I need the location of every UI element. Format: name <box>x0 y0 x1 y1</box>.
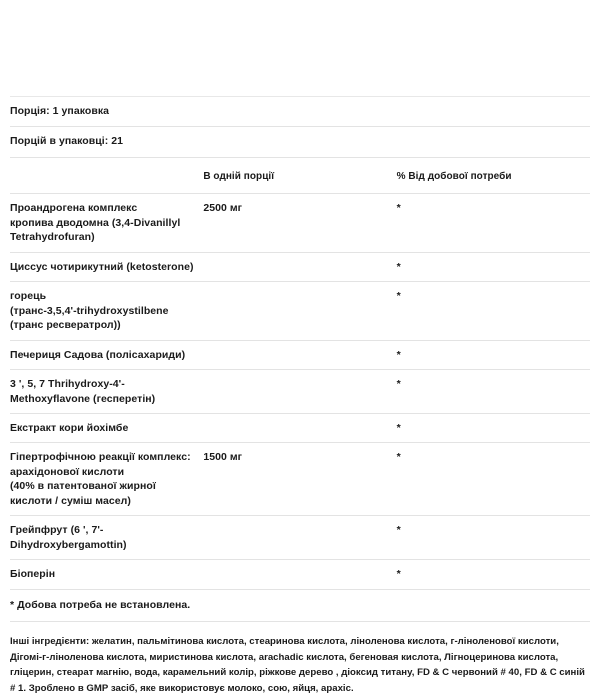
ingredient-name-line: 3 ', 5, 7 Thrihydroxy-4'-Methoxyflavone (гесперетін) <box>10 378 156 405</box>
serving-size-row <box>10 97 590 127</box>
other-ingredients-text: Інші інгредієнти: желатин, пальмітинова кислота, стеаринова кислота, ліноленова кислота, г-ліноленової кислоти, Дігомі-г-ліноленова кислота, миристинова кислота, arachadic кислота, бегеновая кислота, Лігноцеринова кислота, гліцерин, стеарат магнію, вода, карамельний колір, ріжкове дерево , діоксид титану, FD & C червоний # 40, FD & C синій # 1. Зроблено в GMP засіб, яке використовує молоко, сою, яйця, арахіс. <box>10 636 585 694</box>
ingredient-daily-value: * <box>397 370 590 414</box>
ingredient-name <box>10 370 203 414</box>
ingredient-daily-value: * <box>397 194 590 252</box>
ingredient-amount <box>203 516 396 560</box>
ingredient-name-line: Циссус чотирикутний (ketosterone) <box>10 260 194 273</box>
table-row <box>10 252 590 281</box>
ingredient-name <box>10 414 203 443</box>
supplement-facts-table <box>10 96 590 621</box>
servings-per-container-text: Порцій в упаковці: 21 <box>10 127 590 157</box>
ingredient-amount <box>203 282 396 340</box>
table-row <box>10 370 590 414</box>
ingredient-name-line: Екстракт кори йохімбе <box>10 422 129 434</box>
top-spacer <box>10 0 590 96</box>
ingredient-daily-value: * <box>397 443 590 516</box>
column-header-amount-per-serving: В одній порції <box>203 157 396 193</box>
column-header-percent-daily-value: % Від добової потреби <box>397 157 590 193</box>
ingredient-name <box>10 560 203 589</box>
ingredient-amount <box>203 370 396 414</box>
servings-per-container-row <box>10 127 590 157</box>
table-header-row <box>10 157 590 193</box>
ingredient-amount <box>203 414 396 443</box>
ingredient-amount: 2500 мг <box>203 194 396 252</box>
ingredient-name-line: горець <box>10 290 47 303</box>
ingredient-name-line: Проандрогена комплекс <box>10 202 138 215</box>
ingredient-amount <box>203 340 396 369</box>
ingredient-amount: 1500 мг <box>203 443 396 516</box>
ingredient-name-line: Печериця Садова (полісахариди) <box>10 348 186 361</box>
table-row <box>10 340 590 369</box>
ingredient-name <box>10 443 203 516</box>
serving-size-text: Порція: 1 упаковка <box>10 97 590 127</box>
ingredient-daily-value: * <box>397 414 590 443</box>
daily-value-footnote: * Добова потреба не встановлена. <box>10 589 590 621</box>
ingredient-daily-value: * <box>397 560 590 589</box>
ingredient-name <box>10 282 203 340</box>
ingredient-name-line: Грейпфрут (6 ', 7'-Dihydroxybergamottin) <box>10 524 127 551</box>
ingredient-name-line: (транс-3,5,4'-trihydroxystilbene (транс ресвератрол)) <box>10 304 169 332</box>
ingredient-name <box>10 252 203 281</box>
table-row <box>10 443 590 516</box>
ingredient-name <box>10 194 203 252</box>
table-row <box>10 282 590 340</box>
ingredient-amount <box>203 560 396 589</box>
ingredient-daily-value: * <box>397 252 590 281</box>
daily-value-footnote-row <box>10 589 590 621</box>
supplement-facts-body <box>10 97 590 622</box>
column-header-name <box>10 157 203 193</box>
ingredient-daily-value: * <box>397 516 590 560</box>
ingredient-name <box>10 340 203 369</box>
ingredient-name-line: Біоперін <box>10 568 56 581</box>
ingredient-amount <box>203 252 396 281</box>
table-row <box>10 414 590 443</box>
ingredient-name-line: (40% в патентованої жирної кислоти / суміш масел) <box>10 480 156 507</box>
table-row <box>10 560 590 589</box>
ingredient-name-line: Гіпертрофічною реакції комплекс: <box>10 451 191 464</box>
ingredient-name-line: арахідонової кислоти <box>10 465 125 478</box>
ingredient-name-line: кропива дводомна (3,4-Divanillyl Tetrahydrofuran) <box>10 216 181 244</box>
table-row <box>10 194 590 252</box>
ingredient-daily-value: * <box>397 340 590 369</box>
table-row <box>10 516 590 560</box>
ingredient-name <box>10 516 203 560</box>
ingredient-daily-value: * <box>397 282 590 340</box>
